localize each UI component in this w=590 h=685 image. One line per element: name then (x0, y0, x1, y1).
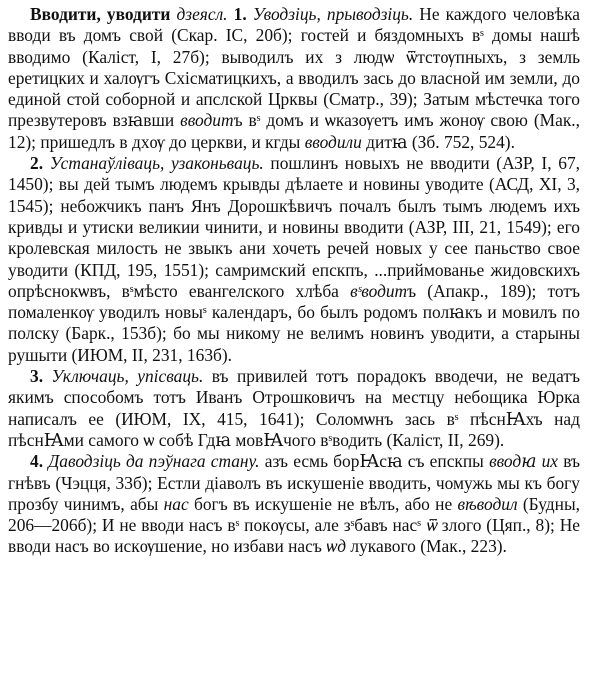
sense-citations: въ гнѣвъ (Чэцця, 33б); Естли діаволъ въ искушенiе вводить, чомужь мы къ богу прозбу чинимъ, абы (8, 451, 580, 514)
sense-citations: азъ есмь борꙖсꙗ съ епскпы (259, 451, 490, 472)
sense-number: 3. (30, 366, 44, 387)
sense-citations: ъ (Апакр., 189); тотъ помаленкѹ уводилъ новыˢ календаръ, бо былъ родомъ полꙗкъ и мовилъ по полску (Барк., 153б); бо мы никому не велимъ новинъ уводити, а старыны рушыти (ИЮМ, ІІ, 231, 163б). (8, 280, 580, 365)
highlighted-form: ѿ (425, 515, 437, 536)
highlighted-form: вводили (304, 131, 362, 152)
sense-translation: Даводзіць да пэўнага стану. (48, 451, 260, 472)
sense-citations: дитꙗ (Зб. 752, 524). (361, 131, 515, 152)
highlighted-form: нас (163, 493, 189, 514)
highlighted-form: вѣводил (457, 493, 518, 514)
sense-citations: пошлинъ новыхъ не вводити (АЗР, І, 67, 1450); вы дей тымъ людемъ крывды дѣлаете и новины уводите (АСД, ХІ, 3, 1545); небожчикъ панъ Янъ Дорошкѣвичъ почалъ былъ тымъ людемъ ихъ кривды и утиски великии чинити, и новины вводити (АЗР, ІІІ, 21, 1549); его кролевская милость не звыкъ ани хочеть речей новых у сее паньство свое уводити (КПД, 195, 1551); самримский епскпъ, ...приймованье жидовскихъ опрѣснокѡвъ, вˢмѣсто евангелского хлѣба (8, 153, 580, 301)
headword: Вводити, уводити (30, 4, 171, 24)
sense-citations: (Будны, 206—206б); И не вводи насъ вˢ покѹсы, але зˢбавъ насˢ (8, 493, 580, 536)
sense-paragraph (8, 366, 580, 451)
highlighted-form: ѡд (326, 536, 347, 557)
highlighted-form: вводит (180, 110, 234, 131)
sense-translation: Уключаць, упісваць. (51, 366, 204, 387)
sense-citations: злого (Цяп., 8); Не вводи насъ во искѹшение, но избави насъ (8, 515, 580, 557)
sense-number: 4. (30, 451, 44, 472)
sense-translation: Устанаўліваць, узаконьваць. (49, 153, 264, 174)
sense-citations: богъ въ искушенiе не вѣлъ, або не (188, 493, 458, 514)
sense-number: 2. (30, 153, 44, 174)
sense-citations: Не каждого человѣка вводи въ домъ свой (Скар. ІС, 20б); гостей и бяздомныхъ вˢ домы нашѣ вводимо (Каліст, І, 27б); выводилъ их з людѡ ѿтстѹпныхъ, з земль еретицких и халѹгъ Схісматицкихъ, а вводилъ зась до власной им земли, до единой стой соборной и апслской Црквы (Сматр., 39); Затым мѣстечка того презвутеровъ взꙗвши (8, 4, 580, 131)
sense-paragraph (8, 451, 580, 557)
highlighted-form: вˢводит (350, 280, 408, 301)
sense-translation: Уводзіць, прыводзіць. (252, 4, 414, 24)
sense-paragraph (8, 153, 580, 366)
entry-paragraph (8, 4, 580, 153)
highlighted-form: вводꙗ их (489, 451, 559, 472)
sense-citations: въ привилей тотъ порадокъ вводечи, не ведатъ якимъ способомъ тотъ Иванъ Отрошковичъ на местцу небощика Юрка написалъ ее (ИЮМ, ІХ, 415, 1641); Соломѡнъ зась вˢ пѣснꙖхъ над пѣснꙖми самого ѡ собѣ Гдꙗ мовꙖчого вˢводить (Каліст, ІІ, 269). (8, 366, 580, 450)
sense-citations: ъ вˢ домъ и ѡказѹетъ имъ жонѹ свою (Мак., 12); пришедлъ в дхѹ до церкви, и кгды (8, 110, 580, 152)
sense-number: 1. (233, 4, 247, 24)
grammar-label: дзеясл. (176, 4, 228, 24)
sense-citations: лукавого (Мак., 223). (346, 536, 507, 557)
